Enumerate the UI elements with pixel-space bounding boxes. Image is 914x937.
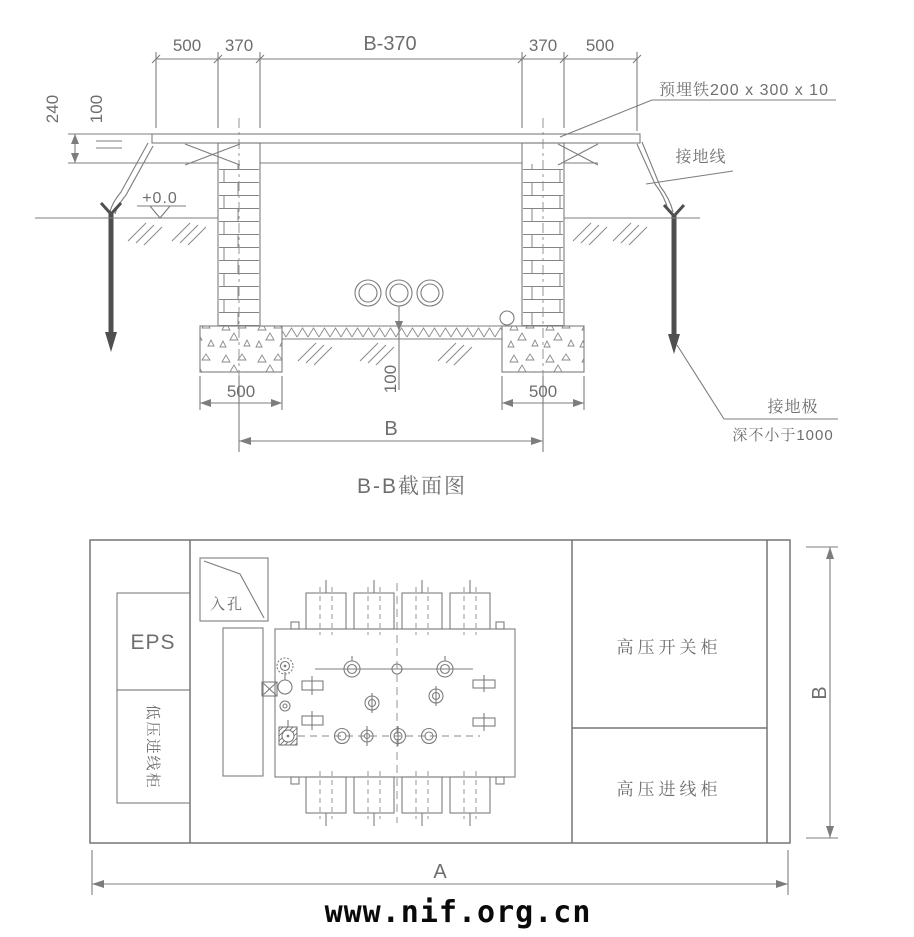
dim-100-left: 100 — [87, 94, 106, 124]
ground-line — [35, 218, 700, 245]
plan-depth-dimension — [806, 547, 838, 838]
left-footing — [200, 326, 282, 372]
dim-100-floor: 100 — [381, 364, 400, 394]
lifting-handles — [302, 675, 495, 731]
left-height-dimensions — [43, 95, 106, 163]
mid-bushings — [365, 686, 443, 713]
dim-plan-b: B — [809, 686, 831, 700]
level-marker — [137, 190, 186, 218]
hv-bushings — [315, 656, 473, 677]
transformer — [262, 580, 515, 826]
radiators-bottom — [306, 771, 490, 826]
dim-370-right: 370 — [528, 36, 558, 55]
left-fittings — [277, 658, 297, 745]
electrode-depth-label: 深不小于1000 — [732, 427, 834, 444]
dim-plan-a: A — [433, 861, 447, 883]
eps-label: EPS — [130, 631, 176, 654]
embedded-iron-label: 预埋铁200 x 300 x 10 — [659, 82, 829, 99]
right-pillar — [522, 143, 564, 326]
cable-conduits — [355, 280, 443, 306]
right-footing — [502, 326, 584, 372]
manhole-label: 入孔 — [209, 596, 245, 613]
ground-electrode-left — [101, 203, 121, 352]
lv-cabinet — [117, 690, 190, 803]
hv-incoming-label: 高压进线柜 — [616, 780, 722, 799]
plan-width-dimension — [92, 850, 788, 895]
ground-pipe — [500, 311, 514, 325]
eps-cabinet — [117, 593, 190, 690]
dim-span-b: B — [384, 418, 398, 440]
hv-switch-label: 高压开关柜 — [616, 638, 722, 657]
ground-electrode-right — [664, 205, 684, 354]
ground-wire-callout — [646, 147, 733, 184]
ground-electrode-callout — [677, 345, 838, 444]
watermark: www.nif.org.cn — [324, 895, 592, 930]
section-view — [35, 33, 838, 498]
lv-bushings — [298, 726, 480, 746]
embedded-iron-callout — [560, 81, 836, 137]
ground-wire-right — [637, 142, 673, 212]
dim-500-footing-left: 500 — [226, 382, 256, 401]
busbar-duct — [223, 628, 263, 776]
section-title: B-B截面图 — [356, 475, 468, 498]
dim-500-right-top: 500 — [585, 36, 615, 55]
dim-500-left-top: 500 — [172, 36, 202, 55]
dim-370-left: 370 — [224, 36, 254, 55]
pillar-centerlines — [239, 118, 543, 380]
top-dimension-chain — [152, 33, 641, 131]
cover-slab — [68, 134, 640, 163]
lv-cabinet-label: 低压进线柜 — [144, 704, 161, 790]
plan-view — [90, 540, 838, 895]
weld-braces — [185, 144, 598, 165]
radiators-top — [306, 580, 490, 635]
dim-240: 240 — [43, 94, 62, 124]
manhole — [200, 558, 268, 621]
dim-b-370: B-370 — [363, 33, 417, 55]
level-label: +0.0 — [142, 190, 178, 207]
ground-wire-label: 接地线 — [675, 149, 727, 166]
ground-electrode-label: 接地极 — [767, 399, 819, 416]
left-pillar — [218, 143, 260, 326]
floor-slab — [282, 326, 502, 365]
dim-500-footing-right: 500 — [528, 382, 558, 401]
